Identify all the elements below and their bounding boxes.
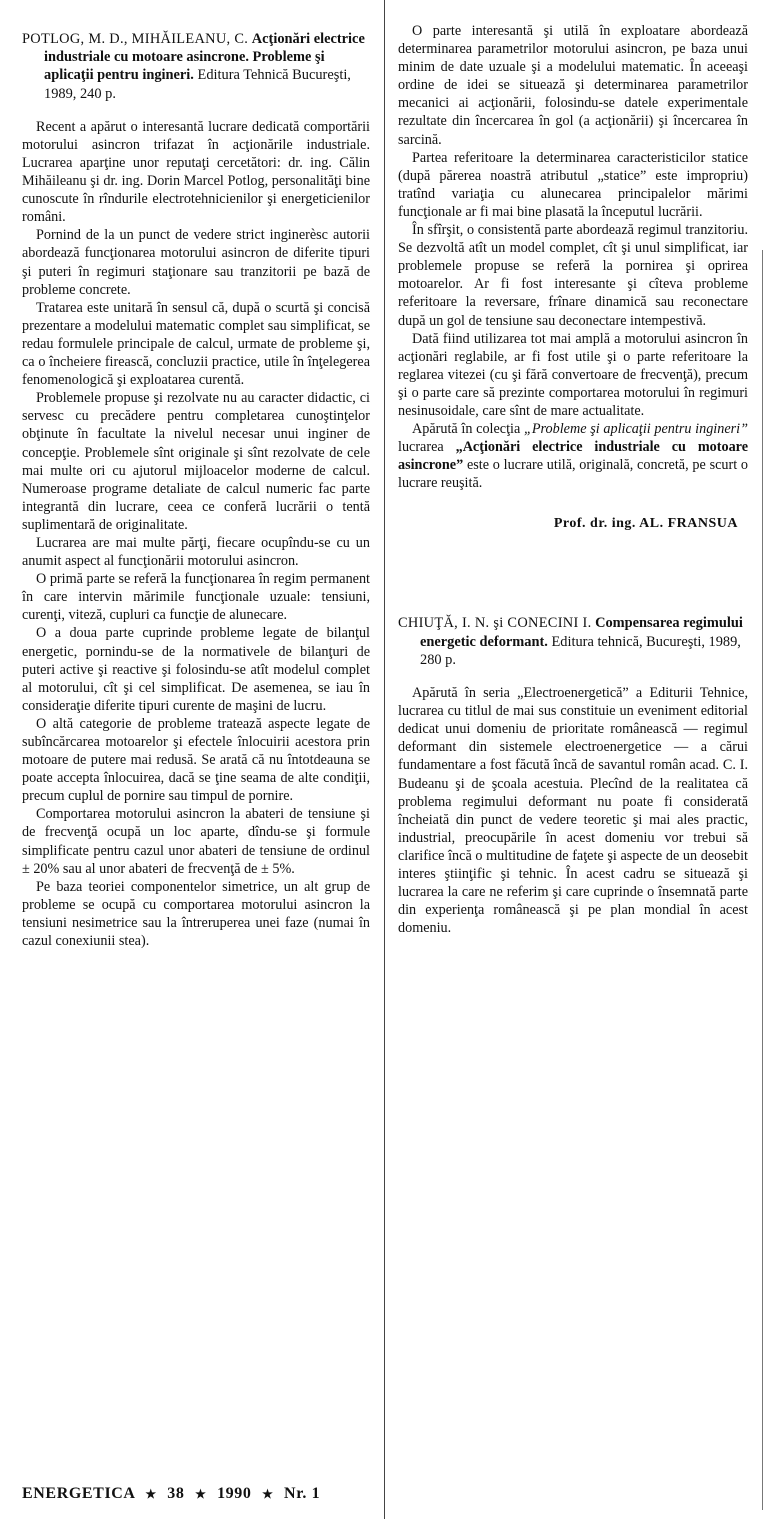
review1-paragraph-1: Recent a apărut o interesantă lucrare dedicată comportării motorului asincron trifazat în acţionările industriale. Lucrarea aparţine unor reputaţi cercetători: dr. ing. Călin Mihăileanu şi dr. ing. Dorin Marcel Potlog, personalităţi bine cunoscute în rîndurile electrotehnicienilor şi energeticienilor români. (22, 118, 370, 226)
star-separator-icon: ★ (195, 1487, 207, 1501)
review1-paragraph-10: Pe baza teoriei componentelor simetrice, un alt grup de probleme se ocupă cu comportarea motorului asincron la tensiuni nesimetrice sau la întreruperea unei faze (numai în cazul conexiunii stea). (22, 878, 370, 950)
review1-paragraph-6: O primă parte se referă la funcţionarea în regim permanent în care intervin mărimile funcţionale uzuale: tensiuni, curenţi, viteză, cupluri ca funcţie de alunecare. (22, 571, 370, 624)
review1-paragraph-3: Tratarea este unitară în sensul că, după o scurtă şi concisă prezentare a modelului matematic complet sau simplificat, se redau formulele principale de calcul, urmate de probleme şi, ca o încheiere firească, concluzii practice, utile în înţelegerea fenomenologică şi exploatarea curentă. (22, 299, 370, 389)
page-edge-line (762, 250, 763, 1510)
closing-mid: lucrarea (398, 439, 444, 456)
review2-section (398, 614, 748, 937)
review1-paragraph-5: Lucrarea are mai multe părţi, fiecare ocupîndu-se cu un anumit aspect al funcţionării motorului asincron. (22, 534, 370, 570)
review2-citation (398, 614, 748, 669)
review1-title: Acţionări electrice industriale cu motoare asincrone. Probleme şi aplicaţii pentru ingineri. (44, 31, 365, 84)
review1-signature: Prof. dr. ing. AL. FRANSUA (553, 516, 738, 532)
review1-authors: POTLOG, M. D., MIHĂILEANU, C. (22, 31, 249, 47)
review1-paragraph-8: O altă categorie de probleme tratează aspecte legate de subîncărcarea motoarelor şi efectele înlocuirii acestora prin motoare de putere mai redusă. Se arată că nu întotdeauna se poate accepta înlocuirea, dacă se ţine seama de alte condiţii, precum cuplul de pornire sau timpul de pornire. (22, 715, 370, 805)
review1-closing-paragraph (398, 420, 748, 492)
footer-year: 1990 (217, 1485, 252, 1502)
review1-paragraph-2: Pornind de la un punct de vedere strict inginerèsc autorii abordează funcţionarea motorului asincron de diferite tipuri şi puteri în regimuri staţionare sau tranzitorii pe bază de probleme concrete. (22, 227, 370, 298)
footer-page-number: 38 (167, 1485, 185, 1502)
review1-paragraph-4: Problemele propuse şi rezolvate nu au caracter didactic, ci servesc cu precădere pentru completarea cunoştinţelor obţinute în facultate la nivelul necesar unui inginer de concepţie. Problemele sînt originale şi sînt rezolvate de cele mai multe ori cu ajutorul mijloacelor moderne de calcul. Numeroase programe detaliate de calcul numeric fac parte integrantă din lucrare, ceea ce conferă lucrării o tentă suplimentară de originalitate. (22, 390, 370, 533)
column-divider (384, 0, 385, 1519)
review1-paragraph-11: O parte interesantă şi utilă în exploatare abordează determinarea parametrilor motorului asincron, pe baza unui minim de date uzuale şi a modelului matematic. În aceeaşi ordine de idei se situează şi determinarea parametrilor mecanici ai acţionării, folosindu-se datele experimentale rezultate din încercarea în gol (a acţionării) şi încercarea în sarcină. (398, 23, 748, 148)
star-separator-icon: ★ (262, 1487, 274, 1501)
footer-journal: ENERGETICA (22, 1485, 135, 1502)
right-column (398, 22, 748, 937)
review1-paragraph-14: Dată fiind utilizarea tot mai amplă a motorului asincron în acţionări reglabile, ar fi fost utile şi o parte referitoare la reglarea vitezei (cu şi fără convertoare de frecvenţă), precum şi o parte care să prezinte comportarea motorului în regimuri nesinusoidale, care sînt de mare actualitate. (398, 330, 748, 419)
closing-end: este o lucrare utilă, originală, concretă, pe scurt o lucrare reuşită. (398, 457, 749, 492)
footer-issue: Nr. 1 (284, 1485, 321, 1502)
review2-authors: CHIUŢĂ, I. N. şi CONECINI I. (398, 615, 592, 632)
review1-citation (22, 30, 370, 103)
closing-title: „Acţionări electrice industriale cu motoare asincrone” (398, 439, 748, 474)
closing-intro: Apărută în colecţia (412, 421, 521, 438)
closing-series: „Probleme şi aplicaţii pentru ingineri” (524, 421, 748, 438)
review2-title: Compensarea regimului energetic deformant. (420, 615, 743, 650)
review1-publisher: Editura Tehnică Bucureşti, 1989, 240 p. (44, 67, 351, 102)
page-footer (22, 1485, 320, 1503)
review1-paragraph-13: În sfîrşit, o consistentă parte abordează regimul tranzitoriu. Se dezvoltă atît un model complet, cît şi unul simplificat, iar problemele propuse se referă la pornirea şi oprirea motoarelor. Ar fi fost interesante şi cîteva probleme referitoare la reversare, frînare dinamică sau reconectare după un gol de tensiune sau deconectare intempestivă. (398, 222, 748, 329)
review2-publisher: Editura tehnică, Bucureşti, 1989, 280 p. (420, 633, 741, 668)
review1-paragraph-7: O a doua parte cuprinde probleme legate de bilanţul energetic, pornindu-se de la normativele de bilanţuri de puteri active şi reactive şi folosindu-se atît modelul complet al motorului, cît şi cel simplificat. De asemenea, se iau în consideraţie diferite tipuri curente de maşini de lucru. (22, 625, 370, 714)
star-separator-icon: ★ (145, 1487, 157, 1501)
review2-paragraph: Apărută în seria „Electroenergetică” a Editurii Tehnice, lucrarea cu titlul de mai sus constituie un eveniment editorial dedicat unui domeniu de prioritate românească — regimul deformant din sistemele electroenergetice — a cărui fundamentare a fost făcută încă de savantul român acad. C. I. Budeanu şi de şcoala acestuia. Plecînd de la realitatea că problema regimului deformant nu poate fi considerată încheiată din punct de vedere teoretic şi mai ales practic, industrial, preocupările în acest domeniu vor trebui să clarifice încă o multitudine de faţete şi aspecte de un deosebit interes ştiinţific şi tehnic. În acest cadru se situează şi lucrarea la care ne referim şi care cuprinde o însemnată parte din experienţa românească şi pe plan mondial în acest domeniu. (398, 685, 748, 937)
review1-paragraph-9: Comportarea motorului asincron la abateri de tensiune şi de frecvenţă ocupă un loc aparte, dîndu-se şi formule simplificate pentru cazul unor abateri de tensiune de ordinul ± 20% sau al unor abateri de frecvenţă de ± 5%. (22, 806, 370, 877)
left-column (22, 22, 370, 950)
review1-paragraph-12: Partea referitoare la determinarea caracteristicilor statice (după părerea noastră atributul „statice” este impropriu) tratînd variaţia cu alunecarea principalelor mărimi funcţionale ar fi mai bine plasată la începutul lucrării. (398, 149, 748, 220)
